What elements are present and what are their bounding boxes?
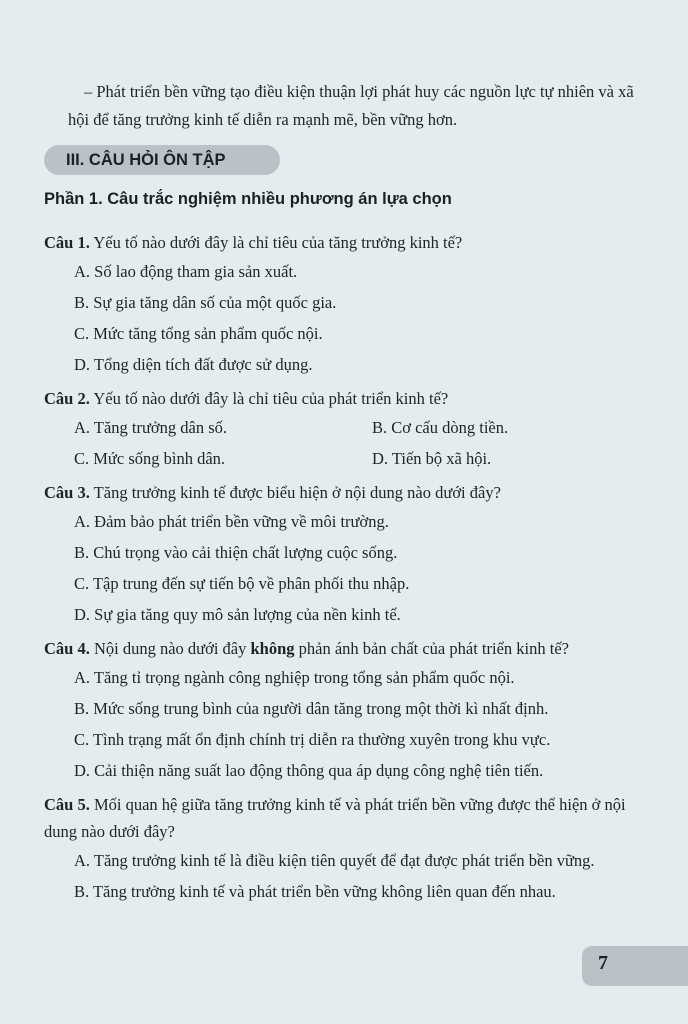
option-1c: C. Mức tăng tổng sản phẩm quốc nội.: [74, 324, 323, 343]
section-heading: [44, 145, 280, 175]
part-title: Phần 1. Câu trắc nghiệm nhiều phương án lựa chọn: [44, 190, 452, 208]
question-2: [44, 385, 634, 412]
question-text-before: Nội dung nào dưới đây: [93, 639, 247, 658]
option-3a: A. Đảm bảo phát triển bền vững về môi trường.: [74, 512, 389, 531]
option-1b: B. Sự gia tăng dân số của một quốc gia.: [74, 293, 337, 312]
option-3d: D. Sự gia tăng quy mô sản lượng của nền kinh tế.: [74, 605, 401, 624]
option-4c: C. Tình trạng mất ổn định chính trị diễn ra thường xuyên trong khu vực.: [74, 730, 551, 749]
option-1a: A. Số lao động tham gia sản xuất.: [74, 262, 298, 281]
question-text-after: phản ánh bản chất của phát triển kinh tế?: [298, 639, 569, 658]
option-4a: A. Tăng tỉ trọng ngành công nghiệp trong tổng sản phẩm quốc nội.: [74, 668, 515, 687]
option-2a: A. Tăng trưởng dân số.: [74, 418, 228, 437]
option-5b: B. Tăng trưởng kinh tế và phát triển bền vững không liên quan đến nhau.: [74, 882, 556, 901]
option-3c: C. Tập trung đến sự tiến bộ về phân phối thu nhập.: [74, 574, 410, 593]
question-text-emphasis: không: [250, 639, 295, 658]
option-4b: B. Mức sống trung bình của người dân tăng trong một thời kì nhất định.: [74, 699, 549, 718]
question-label: Câu 1.: [44, 233, 90, 252]
option-5a: A. Tăng trưởng kinh tế là điều kiện tiên quyết để đạt được phát triển bền vững.: [74, 851, 595, 870]
question-3: [44, 479, 634, 506]
question-4: [44, 635, 634, 662]
option-4d: D. Cải thiện năng suất lao động thông qua áp dụng công nghệ tiên tiến.: [74, 761, 544, 780]
question-label: Câu 4.: [44, 639, 90, 658]
question-1: [44, 229, 634, 256]
page-number: 7: [598, 952, 608, 974]
question-5: [44, 791, 636, 845]
option-2c: C. Mức sống bình dân.: [74, 449, 226, 468]
question-text: Tăng trưởng kinh tế được biểu hiện ở nội dung nào dưới đây?: [93, 483, 501, 502]
question-label: Câu 3.: [44, 483, 90, 502]
option-3b: B. Chú trọng vào cải thiện chất lượng cuộc sống.: [74, 543, 398, 562]
option-2d: D. Tiến bộ xã hội.: [372, 449, 492, 468]
intro-paragraph: – Phát triển bền vững tạo điều kiện thuận lợi phát huy các nguồn lực tự nhiên và xã hội để tăng trưởng kinh tế diễn ra mạnh mẽ, bền vững hơn.: [68, 82, 634, 129]
section-title: III. CÂU HỎI ÔN TẬP: [66, 150, 226, 169]
option-1d: D. Tổng diện tích đất được sử dụng.: [74, 355, 313, 374]
question-text: Mối quan hệ giữa tăng trưởng kinh tế và phát triển bền vững được thể hiện ở nội dung nào dưới đây?: [44, 795, 626, 841]
question-label: Câu 5.: [44, 795, 90, 814]
question-label: Câu 2.: [44, 389, 90, 408]
question-text: Yếu tố nào dưới đây là chỉ tiêu của tăng trưởng kinh tế?: [93, 233, 463, 252]
question-text: Yếu tố nào dưới đây là chỉ tiêu của phát triển kinh tế?: [93, 389, 449, 408]
option-2b: B. Cơ cấu dòng tiền.: [372, 418, 509, 437]
